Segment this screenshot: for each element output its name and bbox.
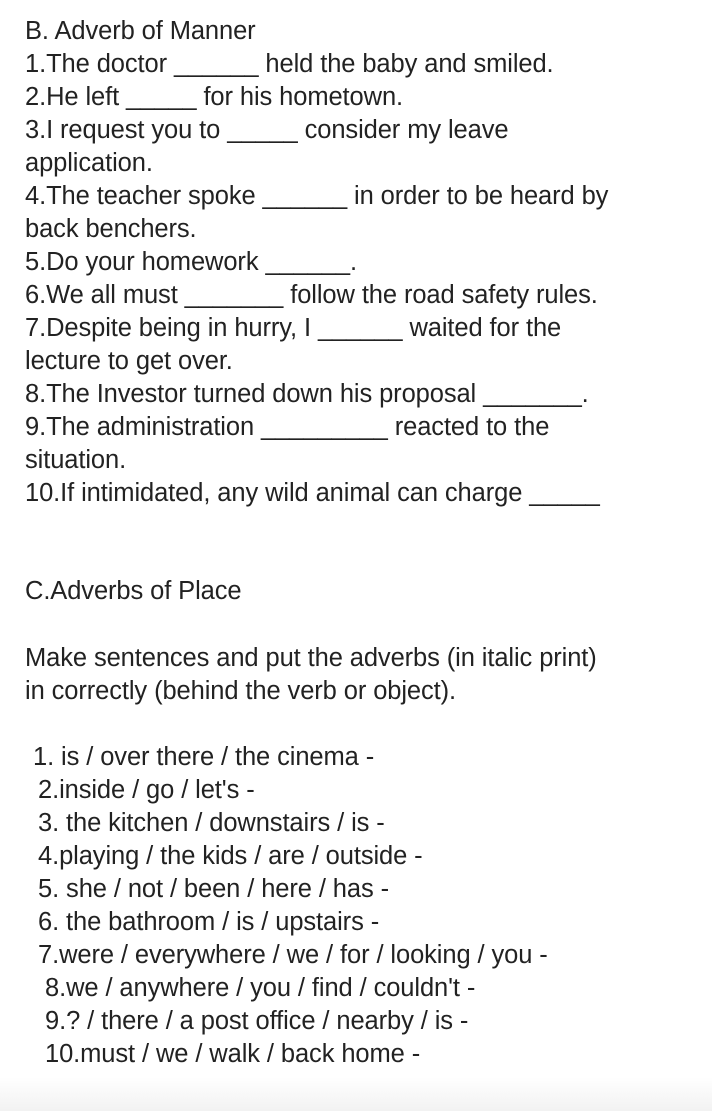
exercise-line: 9.The administration _________ reacted to the	[25, 413, 550, 441]
place-item: 8.we / anywhere / you / find / couldn't -	[45, 974, 476, 1002]
place-item: 10.must / we / walk / back home -	[45, 1040, 421, 1068]
exercise-line: 1.The doctor ______ held the baby and smiled.	[25, 50, 554, 78]
instruction-line: Make sentences and put the adverbs (in italic print)	[25, 644, 597, 672]
exercise-line: 10.If intimidated, any wild animal can charge _____	[25, 479, 600, 507]
place-item: 9.? / there / a post office / nearby / is -	[45, 1007, 469, 1035]
exercise-line: 7.Despite being in hurry, I ______ waited for the	[25, 314, 562, 342]
exercise-line: situation.	[25, 446, 127, 474]
exercise-line: 6.We all must _______ follow the road safety rules.	[25, 281, 598, 309]
section-b-heading: B. Adverb of Manner	[25, 17, 256, 45]
exercise-line: 3.I request you to _____ consider my leave	[25, 116, 509, 144]
place-item: 5. she / not / been / here / has -	[38, 875, 389, 903]
exercise-line: 4.The teacher spoke ______ in order to be heard by	[25, 182, 609, 210]
instruction-line: in correctly (behind the verb or object).	[25, 677, 457, 705]
exercise-line: application.	[25, 149, 153, 177]
exercise-line: 5.Do your homework ______.	[25, 248, 357, 276]
place-item: 4.playing / the kids / are / outside -	[38, 842, 423, 870]
place-item: 1. is / over there / the cinema -	[33, 743, 375, 771]
page-bottom-edge	[0, 1077, 712, 1111]
exercise-line: lecture to get over.	[25, 347, 233, 375]
exercise-line: 2.He left _____ for his hometown.	[25, 83, 404, 111]
place-item: 6. the bathroom / is / upstairs -	[38, 908, 380, 936]
place-item: 3. the kitchen / downstairs / is -	[38, 809, 385, 837]
section-c-heading: C.Adverbs of Place	[25, 577, 242, 605]
exercise-line: 8.The Investor turned down his proposal _______.	[25, 380, 589, 408]
place-item: 2.inside / go / let's -	[38, 776, 255, 804]
place-item: 7.were / everywhere / we / for / looking / you -	[38, 941, 548, 969]
exercise-line: back benchers.	[25, 215, 197, 243]
